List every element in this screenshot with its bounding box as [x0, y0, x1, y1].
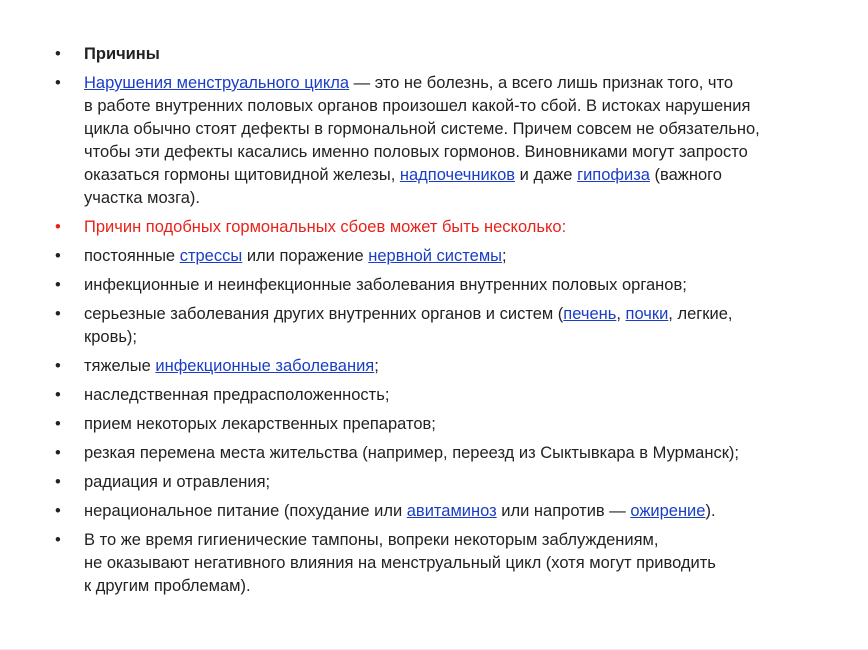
bullet-icon: •: [55, 218, 61, 236]
text: не оказывают негативного влияния на менструальный цикл (хотя могут приводить: [84, 554, 716, 572]
link-stress[interactable]: стрессы: [179, 247, 243, 265]
text: резкая перемена места жительства (например, переезд из Сыктывкара в Мурманск);: [84, 444, 740, 462]
list-item-heredity: [55, 384, 825, 407]
bullet-icon: •: [55, 531, 61, 549]
bullet-icon: •: [55, 276, 61, 294]
text: тяжелые: [84, 357, 156, 375]
list-item-nutrition: [55, 500, 825, 523]
list-item-cycle-disorders: [55, 72, 825, 210]
text: постоянные: [84, 247, 180, 265]
bullet-icon: •: [55, 45, 61, 63]
bullet-icon: •: [55, 473, 61, 491]
text: , легкие,: [668, 305, 733, 323]
list-item-causes-intro: [55, 216, 825, 239]
list-item-stress: [55, 245, 825, 268]
link-liver[interactable]: печень: [563, 305, 617, 323]
text: ).: [705, 502, 716, 520]
text: — это не болезнь, а всего лишь признак того, что: [349, 74, 734, 92]
list-item-infections: [55, 274, 825, 297]
bullet-icon: •: [55, 247, 61, 265]
link-obesity[interactable]: ожирение: [630, 502, 706, 520]
text: или поражение: [242, 247, 369, 265]
text: ,: [616, 305, 626, 323]
list-item-causes-heading: [55, 43, 825, 66]
list-item-medications: [55, 413, 825, 436]
bullet-icon: •: [55, 74, 61, 92]
causes-intro-text: Причин подобных гормональных сбоев может быть несколько:: [84, 218, 567, 236]
text: (важного: [649, 166, 722, 184]
text: серьезные заболевания других внутренних органов и систем (: [84, 305, 564, 323]
bullet-icon: •: [55, 415, 61, 433]
bullet-icon: •: [55, 305, 61, 323]
list-item-radiation: [55, 471, 825, 494]
bullet-icon: •: [55, 444, 61, 462]
causes-heading: Причины: [84, 45, 160, 63]
text: участка мозга).: [84, 189, 200, 207]
bullet-list: [55, 43, 825, 604]
link-menstrual-disorders[interactable]: Нарушения менструального цикла: [84, 74, 350, 92]
link-kidneys[interactable]: почки: [625, 305, 669, 323]
bullet-icon: •: [55, 386, 61, 404]
text: цикла обычно стоят дефекты в гормональной системе. Причем совсем не обязательно,: [84, 120, 760, 138]
list-item-relocation: [55, 442, 825, 465]
link-avitaminosis[interactable]: авитаминоз: [406, 502, 497, 520]
bullet-icon: •: [55, 502, 61, 520]
list-item-severe-infections: [55, 355, 825, 378]
text: радиация и отравления;: [84, 473, 271, 491]
text: чтобы эти дефекты касались именно половых гормонов. Виновниками могут запросто: [84, 143, 748, 161]
text: или напротив —: [496, 502, 631, 520]
text: В то же время гигиенические тампоны, вопреки некоторым заблуждениям,: [84, 531, 659, 549]
link-infectious-diseases[interactable]: инфекционные заболевания: [155, 357, 375, 375]
list-item-other-organs: [55, 303, 825, 349]
list-item-tampons: [55, 529, 825, 598]
text: и даже: [515, 166, 578, 184]
text: нерациональное питание (похудание или: [84, 502, 407, 520]
text: прием некоторых лекарственных препаратов;: [84, 415, 436, 433]
text: кровь);: [84, 328, 138, 346]
text: в работе внутренних половых органов произошел какой-то сбой. В истоках нарушения: [84, 97, 751, 115]
text: к другим проблемам).: [84, 577, 251, 595]
text: инфекционные и неинфекционные заболевания внутренних половых органов;: [84, 276, 687, 294]
link-pituitary[interactable]: гипофиза: [577, 166, 650, 184]
text: ;: [502, 247, 507, 265]
link-nervous-system[interactable]: нервной системы: [368, 247, 503, 265]
text: оказаться гормоны щитовидной железы,: [84, 166, 400, 184]
text: ;: [374, 357, 379, 375]
link-adrenal-glands[interactable]: надпочечников: [399, 166, 516, 184]
text: наследственная предрасположенность;: [84, 386, 390, 404]
bullet-icon: •: [55, 357, 61, 375]
